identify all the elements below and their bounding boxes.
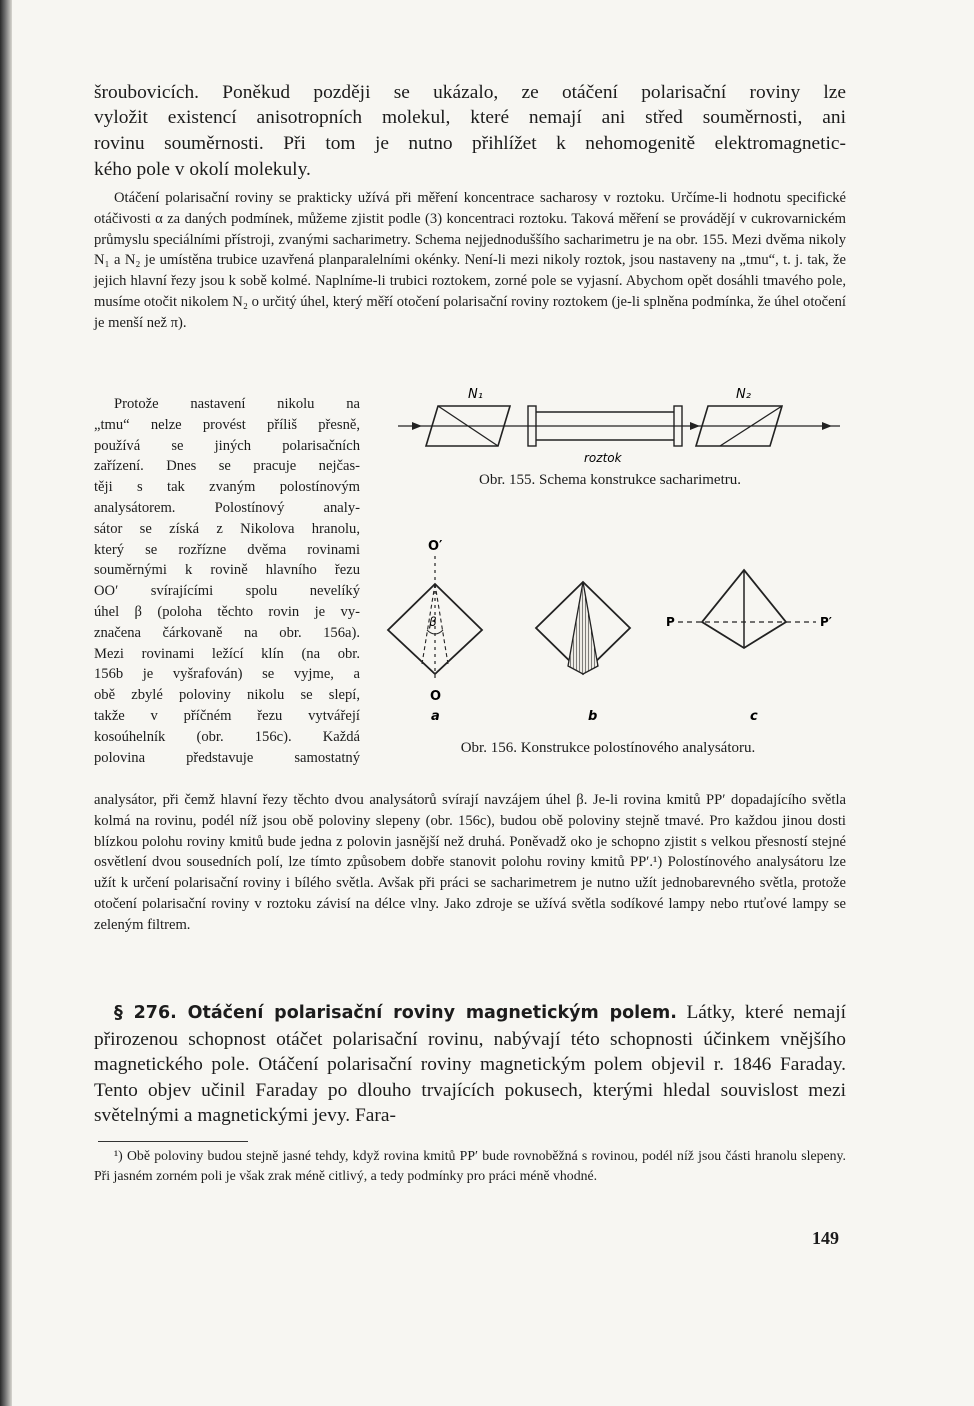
- side-line: Mezi rovinami ležící klín (na obr.: [94, 645, 360, 662]
- section-276: [94, 1000, 846, 1129]
- side-line: 156b je vyšrafován) se vyjme, a: [94, 666, 360, 683]
- side-line: polovina představuje samostatný: [94, 749, 360, 766]
- arrow-right-icon: [690, 422, 700, 430]
- label-o-prime: O′: [428, 539, 443, 554]
- side-line: takže v příčném řezu vytvářejí: [94, 707, 360, 724]
- label-a: a: [431, 709, 440, 724]
- intro-line: šroubovicích. Poněkud později se ukázalo, ze otáčení polarisační roviny lze: [94, 82, 846, 103]
- saccharimetry-paragraph: Otáčení polarisační roviny se prakticky užívá při měření koncentrace sacharosy v roztoku. Určíme-li hodnotu specifické otáčivosti α za daných podmínek, můžeme zjistit podle (3) koncentraci roztoku. Taková měření se provádějí v cukrovarnickém průmyslu speciálními přístroji, zvanými sacharimetry. Schema nejjednoduššího sacharimetru je na obr. 155. Mezi dvěma nikoly N₁ a N₂ je umístěna trubice uzavřená planparalelními okénky. Není-li mezi nikoly roztok, jsou nastaveny na „tmu“, t. j. tak, že jejich hlavní řezy jsou k sobě kolmé. Naplníme-li trubici roztokem, zorné pole se vyjasní. Abychom opět dosáhli tmavého pole, musíme otočit nikolem N₂ o určitý úhel, který měří otočení polarisační roviny roztokem (je-li splněna podmínka, že úhel otočení je menší než π).: [94, 190, 846, 331]
- side-line: kosoúhelník (obr. 156c). Každá: [94, 728, 360, 745]
- footnote: ¹) Obě poloviny budou stejně jasné tehdy, když rovina kmitů PP′ bude rovnoběžná s rovinou, podél níž jsou části hranolu slepeny. Při jasném zorném poli je však zrak méně citlivý, a tedy podmínky pro práci méně vhodné.: [94, 1148, 846, 1183]
- label-tube: roztok: [584, 451, 622, 465]
- side-line: OO′ svírajícími spolu nevelíký: [94, 583, 360, 600]
- figure-155-caption: Obr. 155. Schema konstrukce sacharimetru.: [478, 472, 741, 488]
- side-line: těji s tak zvaným polostínovým: [94, 479, 360, 496]
- section-heading: § 276. Otáčení polarisační roviny magnetickým polem.: [114, 1003, 677, 1023]
- figure-155-saccharimeter: [390, 382, 850, 472]
- section-text: Látky, které nemají přirozenou schopnost otáčet polarisační rovinu, nabývají této schopnosti účinkem vnějšího magnetického pole. Otáčení polarisační roviny magnetickým polem objevil r. 1846 Faraday. Tento objev učinil Faraday po dlouho trvajících pokusech, kterými hledal souvislost mezi světelnými a magnetickými jevy. Fara-: [94, 1002, 846, 1126]
- side-column: [94, 394, 360, 768]
- label-n2: N₂: [736, 387, 751, 402]
- side-line: značena čárkovaně na obr. 156a).: [94, 624, 360, 641]
- scan-page-edge: [0, 0, 12, 1406]
- half-shade-paragraph: analysátor, při čemž hlavní řezy těchto dvou analysátorů svírají navzájem úhel β. Je-li rovina kmitů PP′ dopadajícího světla kolmá na rovinu, podél níž jsou obě poloviny slepeny (obr. 156c), budou obě poloviny stejně tmavé. Pro každou jinou dosti blízkou polohu roviny kmitů bude jedna z polovin jasnější než druhá. Poněvadž oko je schopno zjistit s velkou přesností stejné osvětlení dvou sousedních polí, lze tímto způsobem dobře stanovit polohu roviny kmitů PP′.¹) Polostínového analysátoru lze užít k určení polarisační roviny i bílého světla. Avšak při práci se sacharimetrem je nutno užít jednobarevného světla, protože otočení polarisační roviny v roztoku závisí na délce vlny. Jako zdroje se užívá světla sodíkové lampy nebo rtuťové lampy se zeleným filtrem.: [94, 792, 846, 933]
- footnote-divider: [98, 1141, 248, 1142]
- side-line: používá se jiných polarisačních: [94, 437, 360, 454]
- label-c: c: [750, 709, 758, 724]
- side-line: „tmu“ nelze provést příliš přesně,: [94, 416, 360, 433]
- figure-156-caption: Obr. 156. Konstrukce polostínového analysátoru.: [460, 740, 756, 756]
- side-line: souměrnými k rovině hlavního řezu: [94, 562, 360, 579]
- side-line: zařízení. Dnes se pracuje nejčas-: [94, 458, 360, 475]
- label-n1: N₁: [468, 387, 483, 402]
- arrow-right-icon: [822, 422, 832, 430]
- arrow-right-icon: [412, 422, 422, 430]
- label-p: P: [666, 615, 675, 629]
- intro-line: kého pole v okolí molekuly.: [94, 159, 311, 180]
- side-line: obě zbylé poloviny nikolu se slepí,: [94, 687, 360, 704]
- intro-line: rovinu souměrnosti. Při tom je nutno přihlížet k nehomogenitě elektromagnetic-: [94, 133, 846, 154]
- side-line: který se rozřízne dvěma rovinami: [94, 541, 360, 558]
- label-p-prime: P′: [820, 615, 832, 629]
- label-b: b: [588, 709, 598, 724]
- figure-156-half-shade: [378, 530, 848, 730]
- wedge-hatched: [568, 582, 598, 674]
- intro-line: vyložit existencí anisotropních molekul, které nemají ani střed souměrnosti, ani: [94, 107, 846, 128]
- side-line: Protože nastavení nikolu na: [114, 396, 360, 412]
- side-line: analysátorem. Polostínový analy-: [94, 499, 360, 516]
- label-beta: β: [429, 615, 437, 629]
- side-line: úhel β (poloha těchto rovin je vy-: [94, 603, 360, 620]
- side-line: sátor se získá z Nikolova hranolu,: [94, 520, 360, 537]
- page-number: 149: [812, 1228, 839, 1248]
- label-o: O: [430, 689, 442, 704]
